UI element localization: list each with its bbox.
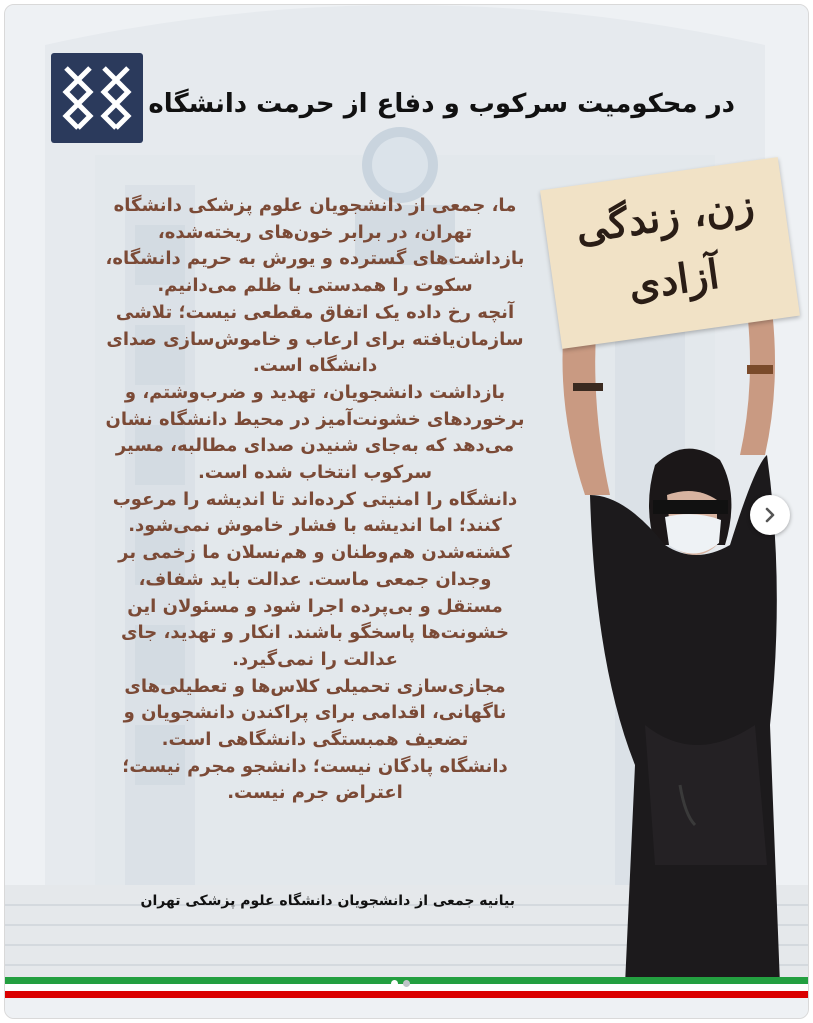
sign-text-line: آزادی <box>625 250 722 310</box>
flag-red-band <box>5 991 808 998</box>
protest-sign <box>540 157 800 349</box>
university-emblem-icon <box>60 62 134 134</box>
statement-body <box>105 193 525 807</box>
sign-text-line: زن، زندگی <box>572 181 757 253</box>
statement-paragraph: بازداشت دانشجویان، تهدید و ضرب‌وشتم، و برخوردهای خشونت‌آمیز در محیط دانشگاه نشان می‌دهد که به‌جای شنیدن صدای مطالبه، مسیر سرکوب انتخاب شده است. <box>105 381 525 484</box>
statement-paragraph: کشته‌شدن هم‌وطنان و هم‌نسلان ما زخمی بر وجدان جمعی ماست. عدالت باید شفاف، مستقل و بی‌پرده اجرا شود و مسئولان این خشونت‌ها پاسخگو باشند. انکار و تهدید، جای عدالت را نمی‌گیرد. <box>118 542 512 670</box>
statement-paragraph: آنچه رخ داده یک اتفاق مقطعی نیست؛ تلاشی سازمان‌یافته برای ارعاب و خاموش‌سازی صدای دانشگاه است. <box>106 301 524 377</box>
carousel-next-button[interactable] <box>750 495 790 535</box>
statement-paragraph: ما، جمعی از دانشجویان علوم پزشکی دانشگاه تهران، در برابر خون‌های ریخته‌شده، بازداشت‌های گسترده و یورش به حریم دانشگاه، سکوت را همدستی با ظلم می‌دانیم. <box>105 195 525 297</box>
chevron-right-icon <box>761 506 779 524</box>
statement-signature: بیانیه جمعی از دانشجویان دانشگاه علوم پزشکی تهران <box>140 893 515 909</box>
university-logo <box>51 53 143 143</box>
statement-paragraph: مجازی‌سازی تحمیلی کلاس‌ها و تعطیلی‌های ناگهانی، اقدامی برای پراکندن دانشجویان و تضعیف همبستگی دانشگاهی است. <box>123 675 507 751</box>
carousel-dot-active[interactable] <box>391 980 398 987</box>
instagram-post <box>4 4 809 1019</box>
statement-paragraph: دانشگاه پادگان نیست؛ دانشجو مجرم نیست؛ اعتراض جرم نیست. <box>122 755 508 804</box>
carousel-dot[interactable] <box>403 980 410 987</box>
carousel-indicator <box>391 980 410 987</box>
post-title: در محکومیت سرکوب و دفاع از حرمت دانشگاه <box>148 89 735 119</box>
statement-paragraph: دانشگاه را امنیتی کرده‌اند تا اندیشه را مرعوب کنند؛ اما اندیشه با فشار خاموش نمی‌شود. <box>112 488 518 537</box>
